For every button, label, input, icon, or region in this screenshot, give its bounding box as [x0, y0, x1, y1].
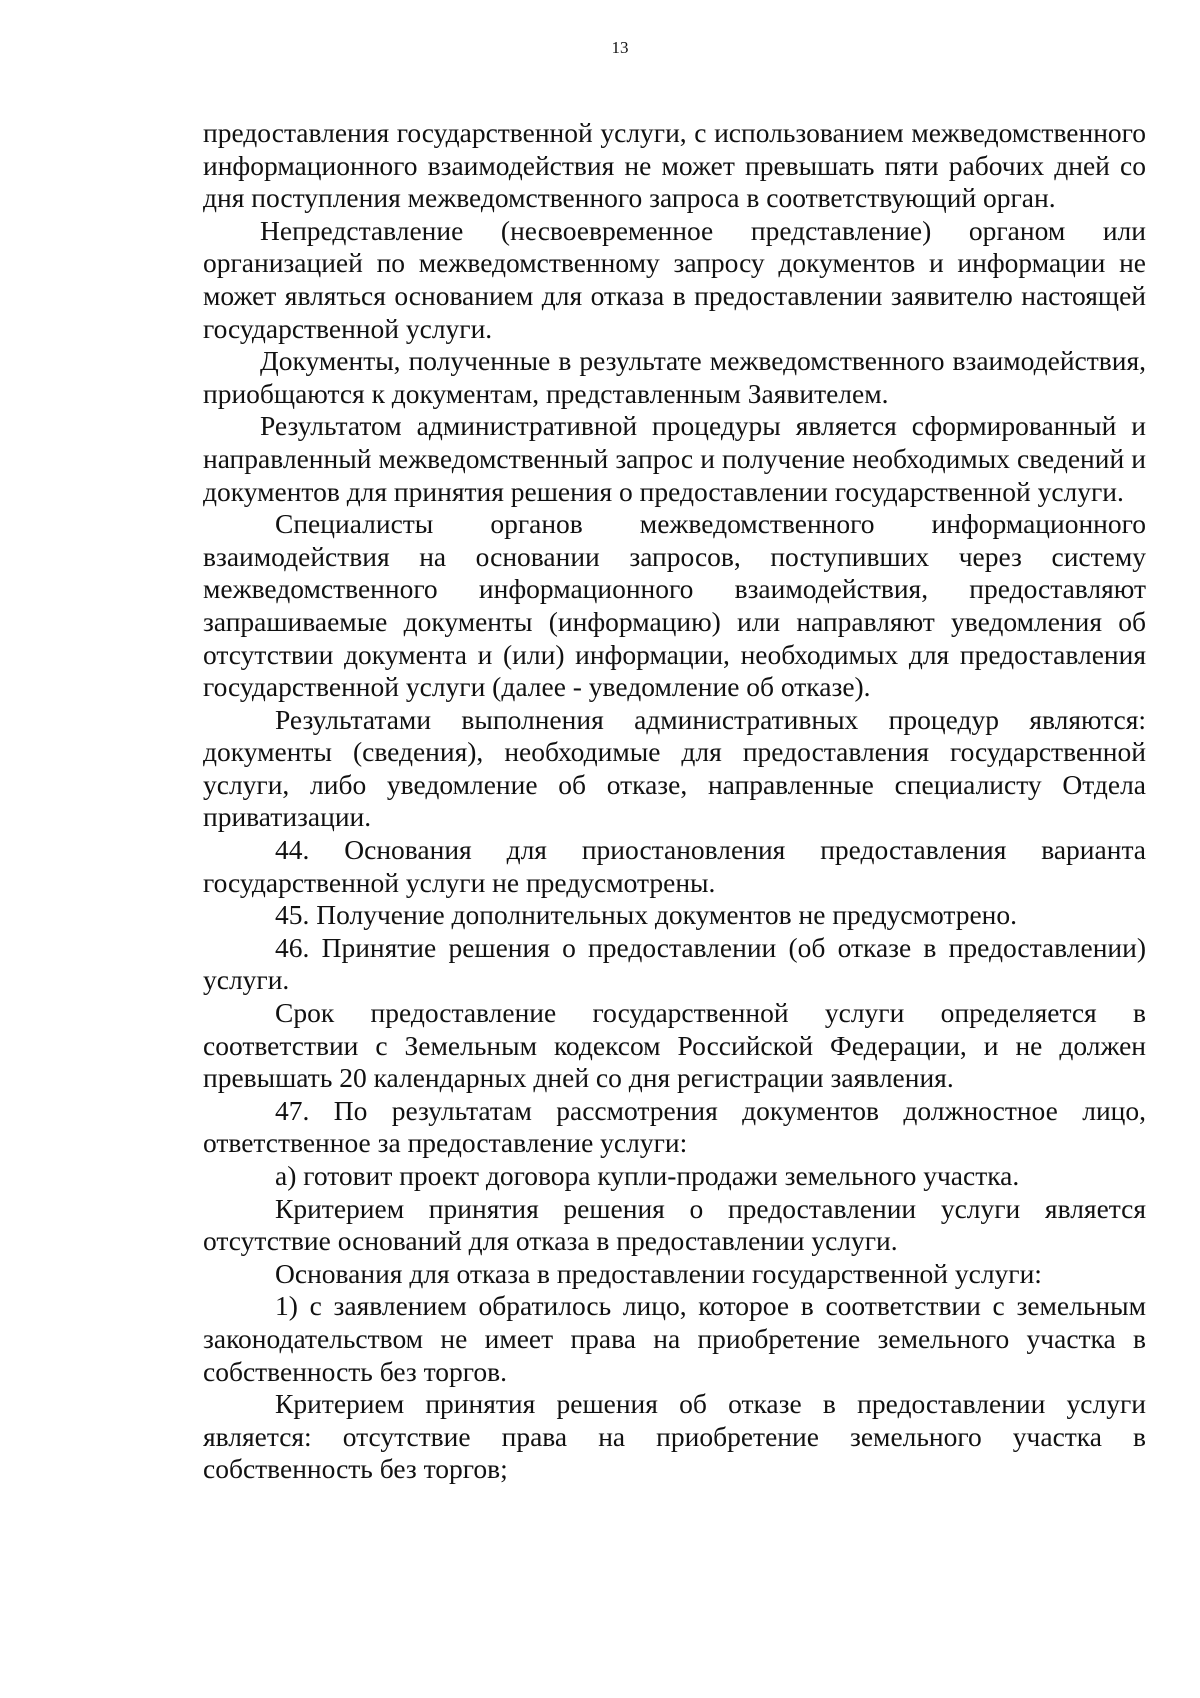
- paragraph-procedure-result: Результатом административной процедуры является сформированный и направленный межведомственный запрос и получение необходимых сведений и документов для принятия решения о предоставлении государственной услуги.: [203, 410, 1146, 507]
- page-number: 13: [611, 38, 629, 57]
- paragraph-documents-attached: Документы, полученные в результате межведомственного взаимодействия, приобщаются к документам, представленным Заявителем.: [203, 345, 1146, 409]
- paragraph-specialists: Специалисты органов межведомственного информационного взаимодействия на основании запросов, поступивших через систему межведомственного информационного взаимодействия, предоставляют запрашиваемые документы (информацию) или направляют уведомления об отсутствии документа и (или) информации, необходимых для предоставления государственной услуги (далее - уведомление об отказе).: [203, 508, 1146, 703]
- paragraph-item-44: 44. Основания для приостановления предоставления варианта государственной услуги не предусмотрены.: [203, 834, 1146, 898]
- paragraph-non-submission: Непредставление (несвоевременное представление) органом или организацией по межведомственному запросу документов и информации не может являться основанием для отказа в предоставлении заявителю настоящей государственной услуги.: [203, 214, 1146, 344]
- paragraph-refusal-grounds-heading: Основания для отказа в предоставлении государственной услуги:: [275, 1257, 1042, 1289]
- paragraph-execution-results: Результатами выполнения административных процедур являются: документы (сведения), необходимые для предоставления государственной услуги, либо уведомление об отказе, направленные специалисту Отдела приватизации.: [203, 703, 1146, 833]
- paragraph-interagency-deadline: предоставления государственной услуги, с использованием межведомственного информационного взаимодействия не может превышать пяти рабочих дней со дня поступления межведомственного запроса в соответствующий орган.: [203, 117, 1146, 214]
- document-body: [203, 117, 1146, 1486]
- paragraph-item-47: 47. По результатам рассмотрения документов должностное лицо, ответственное за предоставление услуги:: [203, 1094, 1146, 1159]
- paragraph-item-47-a: а) готовит проект договора купли-продажи земельного участка.: [275, 1160, 1020, 1191]
- paragraph-item-45: 45. Получение дополнительных документов не предусмотрено.: [275, 899, 1018, 931]
- paragraph-refusal-criterion: Критерием принятия решения об отказе в предоставлении услуги является: отсутствие права на приобретение земельного участка в собственность без торгов;: [203, 1388, 1146, 1485]
- paragraph-item-46: 46. Принятие решения о предоставлении (об отказе в предоставлении) услуги.: [203, 931, 1146, 996]
- paragraph-approval-criterion: Критерием принятия решения о предоставлении услуги является отсутствие оснований для отказа в предоставлении услуги.: [203, 1192, 1146, 1257]
- paragraph-service-term: Срок предоставление государственной услуги определяется в соответствии с Земельным кодексом Российской Федерации, и не должен превышать 20 календарных дней со дня регистрации заявления.: [203, 997, 1146, 1094]
- paragraph-refusal-ground-1: 1) с заявлением обратилось лицо, которое в соответствии с земельным законодательством не имеет права на приобретение земельного участка в собственность без торгов.: [203, 1290, 1146, 1387]
